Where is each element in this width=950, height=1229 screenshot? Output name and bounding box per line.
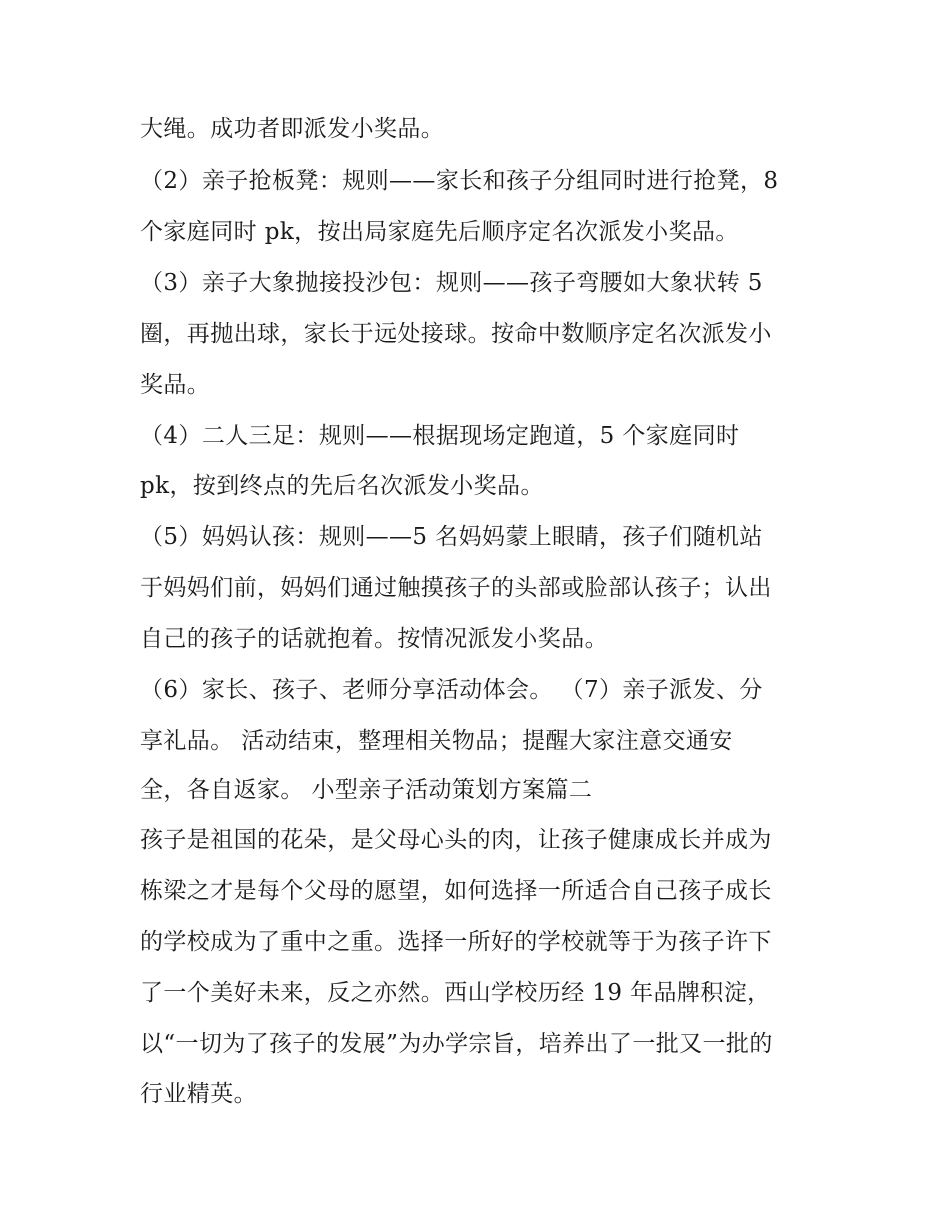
text-line: 孩子是祖国的花朵，是父母心头的肉，让孩子健康成长并成为 — [140, 827, 772, 853]
text-line: 的学校成为了重中之重。选择一所好的学校就等于为孩子许下 — [140, 929, 772, 955]
text-line: （2）亲子抢板凳：规则——家长和孩子分组同时进行抢凳，8 — [140, 168, 779, 194]
text-line: 以“一切为了孩子的发展”为办学宗旨，培养出了一批又一批的 — [140, 1031, 773, 1057]
text-line: （5）妈妈认孩：规则——5 名妈妈蒙上眼睛，孩子们随机站 — [140, 524, 763, 550]
text-line: 个家庭同时 pk，按出局家庭先后顺序定名次派发小奖品。 — [140, 219, 739, 245]
text-line: （4）二人三足：规则——根据现场定跑道，5 个家庭同时 — [140, 423, 740, 449]
text-line: 大绳。成功者即派发小奖品。 — [140, 116, 445, 142]
text-line: （3）亲子大象抛接投沙包：规则——孩子弯腰如大象状转 5 — [140, 270, 763, 296]
text-line: pk，按到终点的先后名次派发小奖品。 — [140, 473, 544, 499]
text-line: 奖品。 — [140, 372, 211, 398]
text-line: 自己的孩子的话就抱着。按情况派发小奖品。 — [140, 626, 608, 652]
text-line: 于妈妈们前，妈妈们通过触摸孩子的头部或脸部认孩子；认出 — [140, 575, 772, 601]
text-line: 圈，再抛出球，家长于远处接球。按命中数顺序定名次派发小 — [140, 321, 772, 347]
text-line: （6）家长、孩子、老师分享活动体会。 （7）亲子派发、分 — [140, 677, 763, 703]
text-line: 了一个美好未来，反之亦然。西山学校历经 19 年品牌积淀， — [140, 980, 771, 1006]
text-line: 全，各自返家。 小型亲子活动策划方案篇二 — [140, 777, 593, 803]
text-line: 栋梁之才是每个父母的愿望，如何选择一所适合自己孩子成长 — [140, 878, 772, 904]
text-line: 享礼品。 活动结束，整理相关物品；提醒大家注意交通安 — [140, 728, 733, 754]
text-line: 行业精英。 — [140, 1081, 257, 1107]
